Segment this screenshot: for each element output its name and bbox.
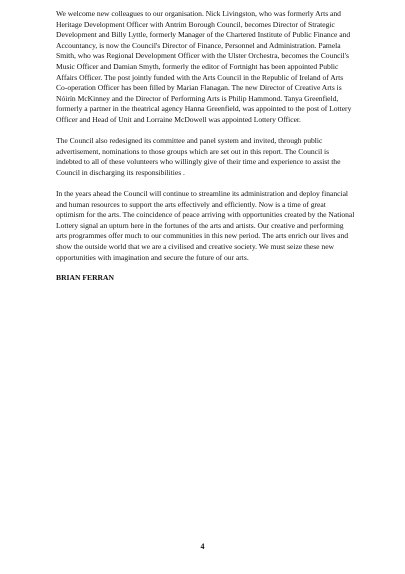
- paragraph-new-colleagues: We welcome new colleagues to our organisation. Nick Livingston, who was formerly Arts and Heritage Development Officer with Antrim Borough Council, becomes Director of Strategic Development and Billy Lyttle, formerly Manager of the Chartered Institute of Public Finance and Accountancy, is now the Council's Director of Finance, Personnel and Administration. Pamela Smith, who was Regional Development Officer with the Ulster Orchestra, becomes the Council's Music Officer and Damian Smyth, formerly the editor of Fortnight has been appointed Public Affairs Officer. The post jointly funded with the Arts Council in the Republic of Ireland of Arts Co-operation Officer has been filled by Marian Flanagan. The new Director of Creative Arts is Nóirín McKinney and the Director of Performing Arts is Philip Hammond. Tanya Greenfield, formerly a partner in the theatrical agency Hanna Greenfield, was appointed to the post of Lottery Officer and Head of Unit and Lorraine McDowell was appointed Lottery Officer.: [56, 9, 352, 124]
- page-number: 4: [200, 542, 205, 551]
- author-signature: BRIAN FERRAN: [56, 273, 115, 283]
- paragraph-years-ahead: In the years ahead the Council will continue to streamline its administration and deploy financial and human resources to support the arts effectively and efficiently. Now is a time of great optimism for the arts. The coincidence of peace arriving with opportunities created by the National Lottery signal an upturn here in the fortunes of the arts and artists. Our creative and performing arts programmes offer much to our communities in this new period. The arts enrich our lives and show the outside world that we are a civilised and creative society. We must seize these new opportunities with imagination and secure the future of our arts.: [56, 189, 355, 262]
- paragraph-committee-panels: The Council also redesigned its committee and panel system and invited, through public advertisement, nominations to those groups which are set out in this report. The Council is indebted to all of these volunteers who willingly give of their time and experience to assist the Council in discharging its responsibilities .: [56, 136, 341, 177]
- page-body: [56, 9, 356, 284]
